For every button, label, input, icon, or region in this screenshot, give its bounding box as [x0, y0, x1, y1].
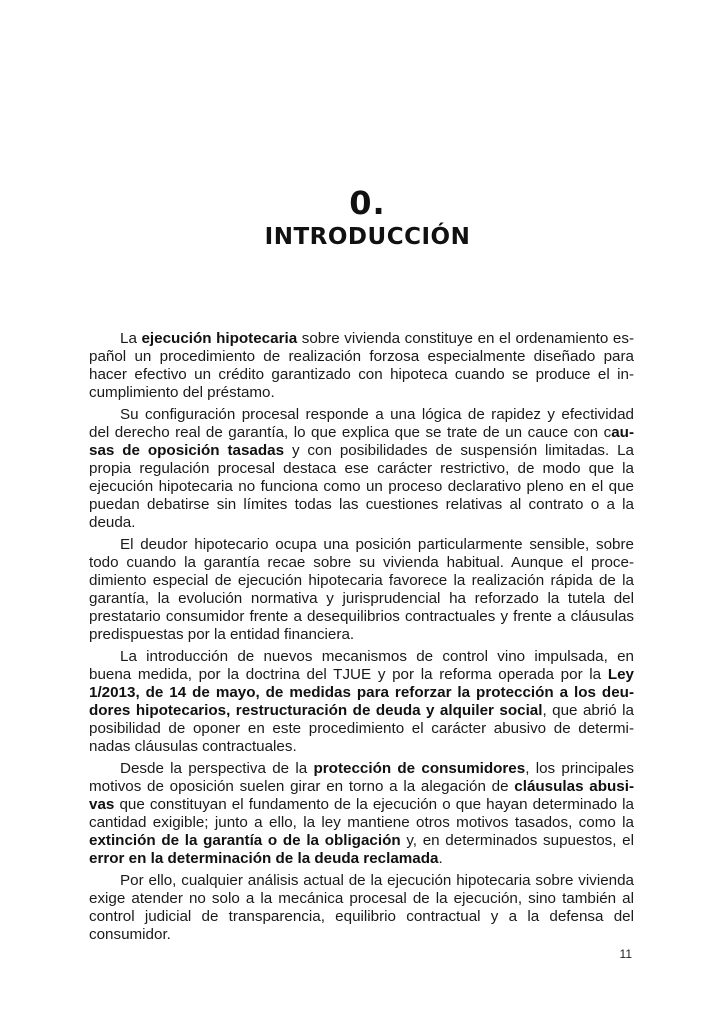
- text-run: .: [438, 850, 443, 867]
- paragraph: [89, 648, 634, 756]
- paragraph: [89, 872, 634, 944]
- text-run: y, en determinados supuestos, el: [400, 832, 635, 849]
- paragraph: [89, 536, 634, 644]
- page-number: 11: [619, 947, 632, 961]
- text-run: La introducción de nuevos mecanismos de control vino impulsada, en buena medida, por la doctrina del TJUE y por la reforma operada por la: [89, 648, 634, 683]
- chapter-title: INTRODUCCIÓN: [264, 224, 471, 250]
- bold-text: ejecución hipotecaria: [141, 330, 298, 347]
- bold-text: cláusulas abusivas: [89, 778, 634, 813]
- text-run: sobre vivienda constituye en el ordenamiento español un procedimiento de realización forzosa especialmente diseñado para hacer efectivo un crédito garantizado con hipoteca cuando se produce el incumplimiento del préstamo.: [89, 330, 634, 401]
- text-run: Su configuración procesal responde a una lógica de rapidez y efectividad del derecho real de garantía, lo que explica que se trate de un cauce con c: [89, 406, 634, 441]
- body-text: [89, 330, 634, 948]
- text-run: y con posibilidades de suspensión limitadas. La propia regulación procesal destaca ese carácter restrictivo, de modo que la ejecución hipotecaria no funciona como un proceso declarativo pleno en el que puedan debatirse sin límites todas las cuestiones relativas al contrato o a la deuda.: [89, 442, 634, 531]
- text-run: La: [120, 330, 142, 347]
- bold-text: protección de consumidores: [313, 760, 526, 777]
- text-run: El deudor hipotecario ocupa una posición particularmente sensible, sobre todo cuando la garantía recae sobre su vivienda habitual. Aunque el procedimiento especial de ejecución hipotecaria favorece la realización rápida de la garantía, la evolución normativa y jurisprudencial ha reforzado la tutela del prestatario consumidor frente a desequilibrios contractuales y frente a cláusulas predispuestas por la entidad financiera.: [89, 536, 634, 643]
- paragraph: [89, 406, 634, 532]
- bold-text: extinción de la garantía o de la obligación: [89, 832, 401, 849]
- bold-text: ausas de oposición tasadas: [89, 424, 634, 459]
- paragraph: [89, 760, 634, 868]
- bold-text: Ley 1/2013, de 14 de mayo, de medidas para reforzar la protección a los deudores hipotecarios, restructuración de deuda y alquiler social: [89, 666, 634, 719]
- text-run: , que abrió la posibilidad de oponer en este procedimiento el carácter abusivo de determinadas cláusulas contractuales.: [89, 702, 634, 755]
- text-run: Desde la perspectiva de la: [120, 760, 314, 777]
- text-run: Por ello, cualquier análisis actual de la ejecución hipotecaria sobre vivienda exige atender no solo a la mecánica procesal de la ejecución, sino también al control judicial de transparencia, equilibrio contractual y a la defensa del consumidor.: [89, 872, 634, 943]
- text-run: , los principales motivos de oposición suelen girar en torno a la alegación de: [89, 760, 634, 795]
- bold-text: error en la determinación de la deuda reclamada: [89, 850, 439, 867]
- paragraph: [89, 330, 634, 402]
- chapter-number: 0.: [349, 184, 386, 222]
- text-run: que constituyan el fundamento de la ejecución o que hayan determinado la cantidad exigible; junto a ello, la ley mantiene otros motivos tasados, como la: [89, 796, 634, 831]
